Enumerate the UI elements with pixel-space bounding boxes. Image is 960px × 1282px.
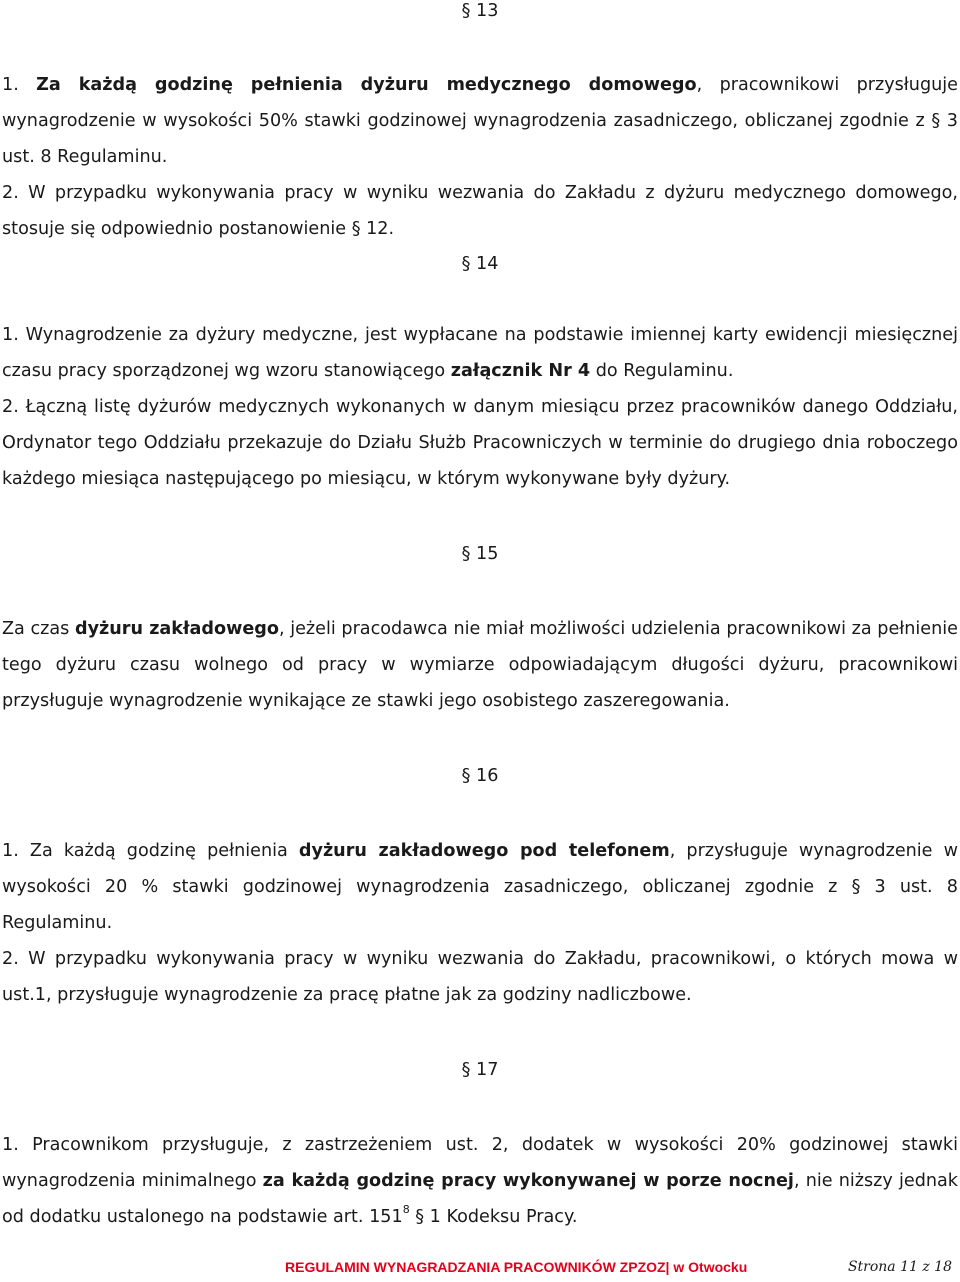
section-13-heading: § 13 [461, 1, 499, 21]
footer-page-number: Strona 11 z 18 [847, 1259, 952, 1275]
section-13-paragraph-2: 2. W przypadku wykonywania pracy w wyniku wezwania do Zakładu z dyżuru medycznego domowego, stosuje się odpowiednio postanowienie § 12. [2, 183, 958, 239]
bold-phrase: za każdą godzinę pracy wykonywanej w porze nocnej [262, 1171, 794, 1191]
footer-document-title: REGULAMIN WYNAGRADZANIA PRACOWNIKÓW ZPZOZ| w Otwocku [285, 1259, 748, 1275]
section-16-paragraph-1: 1. Za każdą godzinę pełnienia dyżuru zakładowego pod telefonem, przysługuje wynagrodzenie w wysokości 20 % stawki godzinowej wynagrodzenia zasadniczego, obliczanej zgodnie z § 3 ust. 8 Regulaminu. [2, 841, 958, 933]
section-17-paragraph-1: 1. Pracownikom przysługuje, z zastrzeżeniem ust. 2, dodatek w wysokości 20% godzinowej stawki wynagrodzenia minimalnego za każdą godzinę pracy wykonywanej w porze nocnej, nie niższy jednak od dodatku ustalonego na podstawie art. $151^8$ § 1 Kodeksu Pracy. [2, 1135, 958, 1227]
section-16-heading: § 16 [461, 766, 499, 786]
page-footer [285, 1256, 952, 1278]
superscript: 8 [402, 1203, 410, 1216]
section-17 [2, 1059, 958, 1235]
section-14-heading: § 14 [461, 254, 499, 274]
section-15-heading: § 15 [461, 544, 499, 564]
bold-phrase: dyżuru zakładowego [74, 619, 279, 639]
section-16-paragraph-2: 2. W przypadku wykonywania pracy w wyniku wezwania do Zakładu, pracownikowi, o których mowa w ust.1, przysługuje wynagrodzenie za pracę płatne jak za godziny nadliczbowe. [2, 949, 958, 1005]
section-17-heading: § 17 [461, 1060, 499, 1080]
bold-phrase: dyżuru zakładowego pod telefonem [298, 841, 670, 861]
section-14 [2, 253, 958, 497]
bold-phrase: Za każdą godzinę pełnienia dyżuru medycznego domowego [36, 75, 697, 95]
bold-phrase: załącznik Nr 4 [450, 361, 591, 381]
section-14-paragraph-2: 2. Łączną listę dyżurów medycznych wykonanych w danym miesiącu przez pracowników danego Oddziału, Ordynator tego Oddziału przekazuje do Działu Służb Pracowniczych w terminie do drugiego dnia roboczego każdego miesiąca następującego po miesiącu, w którym wykonywane były dyżury. [2, 397, 958, 489]
section-13 [2, 0, 958, 247]
section-15-paragraph-1: Za czas dyżuru zakładowego, jeżeli pracodawca nie miał możliwości udzielenia pracownikowi za pełnienie tego dyżuru czasu wolnego od pracy w wymiarze odpowiadającym długości dyżuru, pracownikowi przysługuje wynagrodzenie wynikające ze stawki jego osobistego zaszeregowania. [2, 619, 958, 711]
section-16 [2, 765, 958, 1013]
section-13-paragraph-1: 1. Za każdą godzinę pełnienia dyżuru medycznego domowego, pracownikowi przysługuje wynagrodzenie w wysokości 50% stawki godzinowej wynagrodzenia zasadniczego, obliczanej zgodnie z § 3 ust. 8 Regulaminu. [2, 75, 958, 167]
section-15 [2, 543, 958, 719]
document-page [2, 0, 958, 1235]
section-14-paragraph-1: 1. Wynagrodzenie za dyżury medyczne, jest wypłacane na podstawie imiennej karty ewidencji miesięcznej czasu pracy sporządzonej wg wzoru stanowiącego załącznik Nr 4 do Regulaminu. [2, 325, 958, 381]
